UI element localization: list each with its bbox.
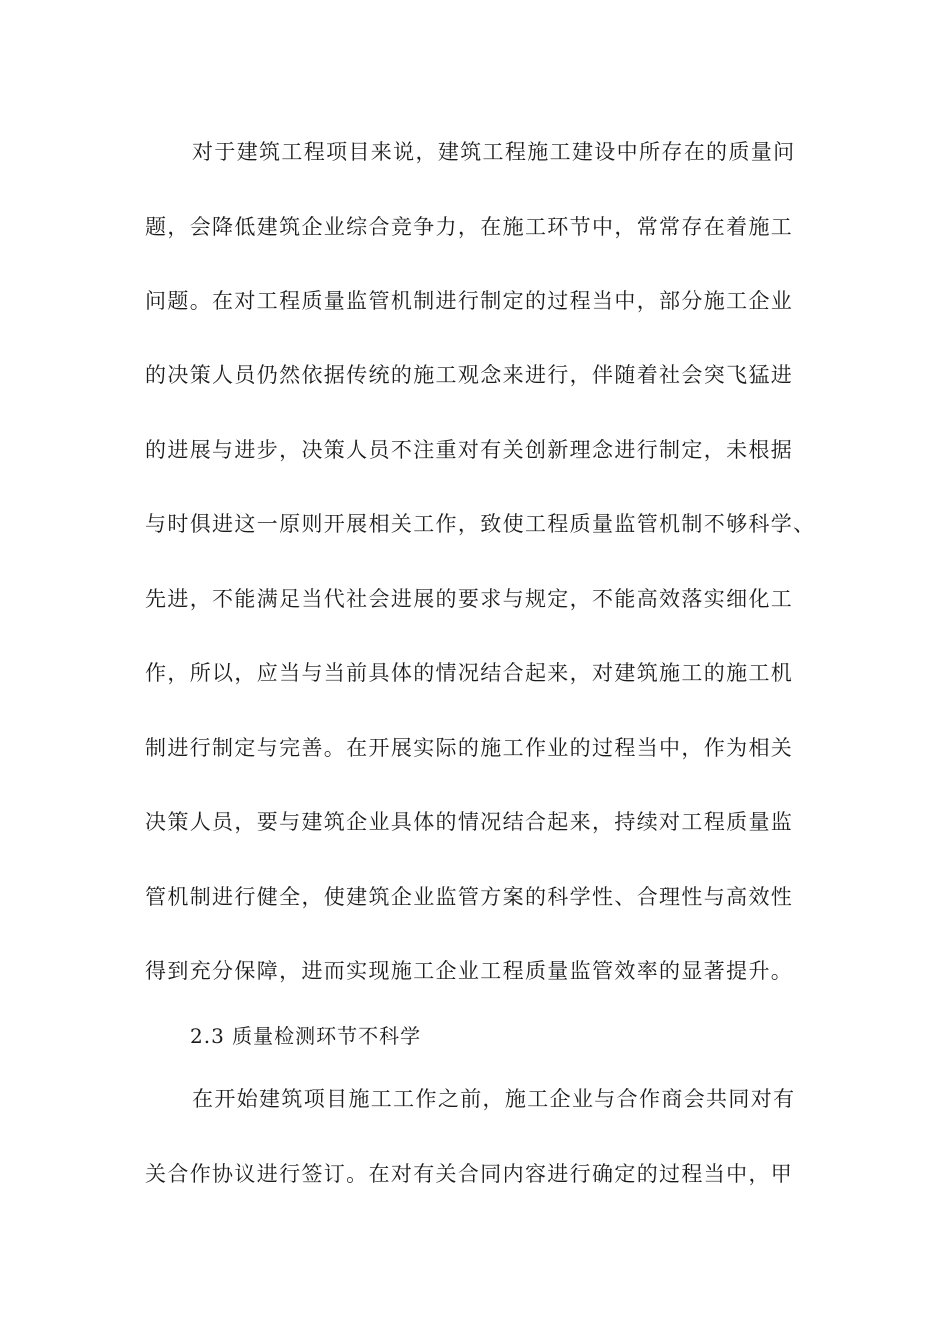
paragraph-1-line-5: 的进展与进步，决策人员不注重对有关创新理念进行制定，未根据 [145, 438, 794, 462]
paragraph-1-line-4: 的决策人员仍然依据传统的施工观念来进行，伴随着社会突飞猛进 [145, 363, 794, 387]
paragraph-1-line-2: 题，会降低建筑企业综合竞争力，在施工环节中，常常存在着施工 [145, 215, 794, 239]
paragraph-1-line-1: 对于建筑工程项目来说，建筑工程施工建设中所存在的质量问 [192, 140, 796, 164]
paragraph-1-line-3: 问题。在对工程质量监管机制进行制定的过程当中，部分施工企业 [145, 289, 794, 313]
paragraph-1-line-10: 决策人员，要与建筑企业具体的情况结合起来，持续对工程质量监 [145, 810, 794, 834]
paragraph-1-line-12: 得到充分保障，进而实现施工企业工程质量监管效率的显著提升。 [145, 959, 794, 983]
paragraph-1-line-9: 制进行制定与完善。在开展实际的施工作业的过程当中，作为相关 [145, 736, 794, 760]
paragraph-1-line-8: 作，所以，应当与当前具体的情况结合起来，对建筑施工的施工机 [145, 661, 794, 685]
paragraph-1-line-11: 管机制进行健全，使建筑企业监管方案的科学性、合理性与高效性 [145, 885, 794, 909]
paragraph-2-line-2: 关合作协议进行签订。在对有关合同内容进行确定的过程当中，甲 [145, 1162, 794, 1186]
paragraph-1-line-7: 先进，不能满足当代社会进展的要求与规定，不能高效落实细化工 [145, 587, 794, 611]
paragraph-1-line-6: 与时俱进这一原则开展相关工作，致使工程质量监管机制不够科学、 [145, 512, 816, 536]
paragraph-2-line-1: 在开始建筑项目施工工作之前，施工企业与合作商会共同对有 [192, 1087, 796, 1111]
section-heading: 2.3 质量检测环节不科学 [190, 1024, 422, 1048]
